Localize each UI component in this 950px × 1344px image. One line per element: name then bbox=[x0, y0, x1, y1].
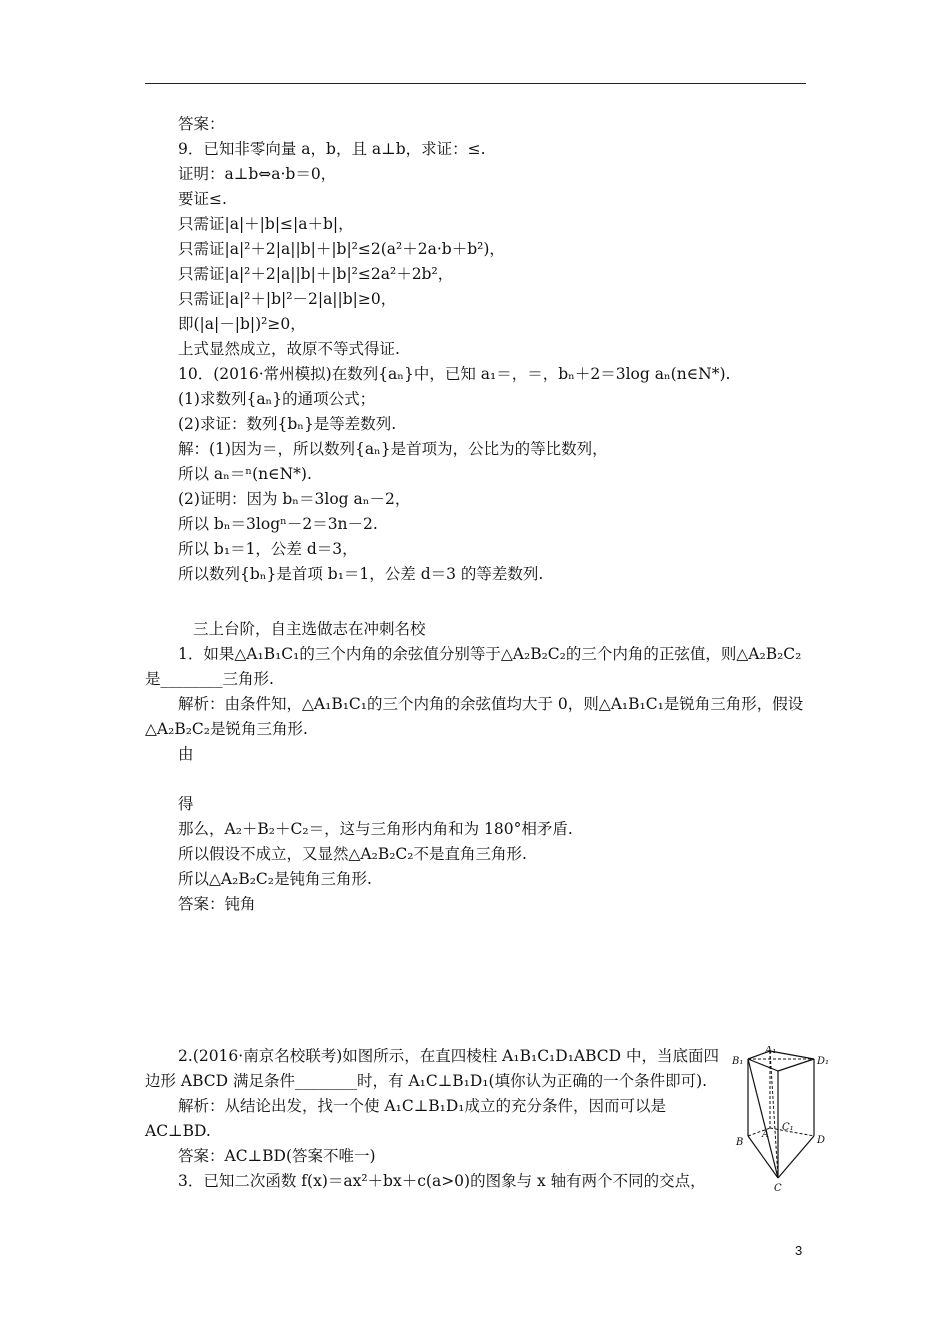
text-line: 只需证|a|²＋2|a||b|＋|b|²≤2(a²＋2a·b＋b²)， bbox=[178, 240, 505, 258]
header-rule bbox=[145, 83, 806, 84]
text-line: 由 bbox=[178, 745, 194, 763]
text-line: 那么，A₂＋B₂＋C₂＝，这与三角形内角和为 180°相矛盾. bbox=[178, 820, 573, 838]
page-number: 3 bbox=[795, 1243, 803, 1258]
text-line: 答案：AC⊥BD(答案不唯一) bbox=[178, 1147, 376, 1165]
text-line: 所以 bₙ＝3logⁿ－2＝3n－2. bbox=[178, 515, 378, 533]
edge-C-D bbox=[778, 1136, 814, 1178]
text-line: 所以△A₂B₂C₂是钝角三角形. bbox=[178, 870, 372, 888]
text-line: 三上台阶，自主选做志在冲刺名校 bbox=[193, 620, 426, 638]
edge-B1-C bbox=[748, 1059, 778, 1178]
text-line: 10．(2016·常州模拟)在数列{aₙ}中，已知 a₁＝，＝，bₙ＋2＝3log aₙ(n∈N*). bbox=[178, 365, 731, 383]
edge-A1-D1 bbox=[770, 1051, 814, 1059]
text-line: 所以 b₁＝1，公差 d＝3， bbox=[178, 540, 358, 558]
text-line: 所以 aₙ＝ⁿ(n∈N*). bbox=[178, 465, 312, 483]
text-line: 3．已知二次函数 f(x)＝ax²＋bx＋c(a>0)的图象与 x 轴有两个不同的交点， bbox=[178, 1172, 706, 1190]
text-line: 得 bbox=[178, 795, 194, 813]
label-C1: C₁ bbox=[782, 1122, 794, 1133]
label-C: C bbox=[774, 1183, 782, 1194]
text-line: 只需证|a|²＋|b|²－2|a||b|≥0， bbox=[178, 290, 397, 308]
text-line: 2.(2016·南京名校联考)如图所示，在直四棱柱 A₁B₁C₁D₁ABCD 中，当底面四 bbox=[178, 1047, 719, 1065]
edge-B1-C1 bbox=[748, 1059, 778, 1071]
text-line: (2)证明：因为 bₙ＝3log aₙ－2， bbox=[178, 490, 411, 508]
text-line: 即(|a|－|b|)²≥0， bbox=[178, 315, 306, 333]
text-line: 9．已知非零向量 a，b，且 a⊥b，求证：≤. bbox=[178, 140, 486, 158]
text-line: 上式显然成立，故原不等式得证. bbox=[178, 340, 400, 358]
text-line: 答案：钝角 bbox=[178, 895, 256, 913]
text-line: 解：(1)因为＝，所以数列{aₙ}是首项为，公比为的等比数列， bbox=[178, 440, 608, 458]
label-A: A bbox=[762, 1129, 770, 1140]
label-D1: D₁ bbox=[817, 1056, 830, 1067]
text-line: AC⊥BD. bbox=[145, 1122, 211, 1140]
text-line: 1．如果△A₁B₁C₁的三个内角的余弦值分别等于△A₂B₂C₂的三个内角的正弦值，则△A₂B₂C₂ bbox=[178, 645, 802, 663]
text-line: 所以数列{bₙ}是首项 b₁＝1，公差 d＝3 的等差数列. bbox=[178, 565, 544, 583]
text-line: 只需证|a|＋|b|≤|a＋b|， bbox=[178, 215, 354, 233]
edge-B-C bbox=[748, 1136, 778, 1178]
text-line: 边形 ABCD 满足条件________时，有 A₁C⊥B₁D₁(填你认为正确的一个条件即可). bbox=[145, 1072, 708, 1090]
text-line: 所以假设不成立，又显然△A₂B₂C₂不是直角三角形. bbox=[178, 845, 527, 863]
text-line: 是________三角形. bbox=[145, 670, 274, 688]
text-line: 要证≤. bbox=[178, 190, 227, 208]
label-B1: B₁ bbox=[732, 1056, 744, 1067]
text-line: 解析：由条件知，△A₁B₁C₁的三个内角的余弦值均大于 0，则△A₁B₁C₁是锐角三角形，假设 bbox=[178, 695, 804, 713]
text-line: (2)求证：数列{bₙ}是等差数列. bbox=[178, 415, 397, 433]
text-line: 答案： bbox=[178, 115, 225, 133]
label-A1: A₁ bbox=[765, 1046, 777, 1056]
text-line: 解析：从结论出发，找一个使 A₁C⊥B₁D₁成立的充分条件，因而可以是 bbox=[178, 1097, 667, 1115]
text-line: (1)求数列{aₙ}的通项公式； bbox=[178, 390, 376, 408]
label-B: B bbox=[736, 1137, 744, 1148]
text-line: 证明：a⊥b⇔a·b＝0， bbox=[178, 165, 337, 183]
prism-figure bbox=[728, 1046, 840, 1198]
edge-C1-D1 bbox=[778, 1059, 814, 1071]
text-line: △A₂B₂C₂是锐角三角形. bbox=[145, 720, 308, 738]
text-line: 只需证|a|²＋2|a||b|＋|b|²≤2a²＋2b²， bbox=[178, 265, 454, 283]
label-D: D bbox=[817, 1135, 826, 1146]
